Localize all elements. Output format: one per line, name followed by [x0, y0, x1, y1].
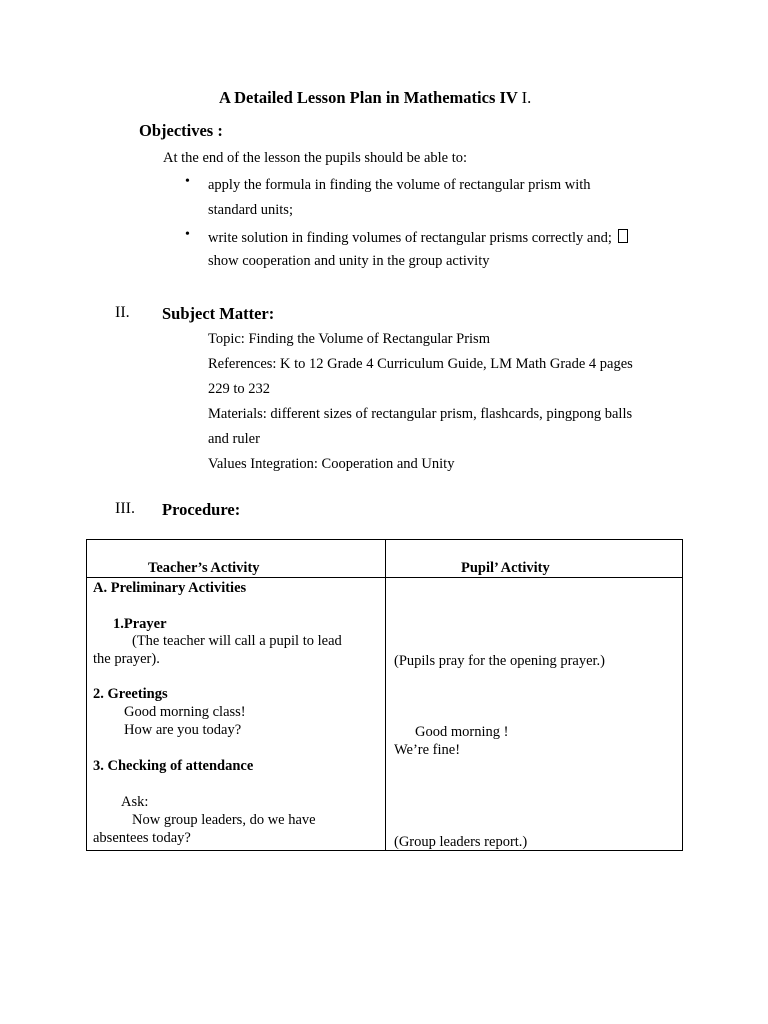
pupil-greeting-response-2: We’re fine!	[394, 742, 461, 758]
objective-item-2-line2: show cooperation and unity in the group activity	[208, 253, 490, 269]
prayer-line-2: the prayer).	[93, 651, 160, 667]
title-suffix: I.	[521, 88, 532, 107]
table-header-divider	[87, 577, 682, 578]
subject-matter-heading: Subject Matter:	[162, 304, 275, 323]
objective-item-1-line1: apply the formula in finding the volume of rectangular prism with	[208, 177, 591, 193]
pupil-activity-header: Pupil’ Activity	[461, 560, 550, 576]
prayer-line-1: (The teacher will call a pupil to lead	[132, 633, 342, 649]
objectives-intro: At the end of the lesson the pupils should be able to:	[163, 150, 468, 166]
subject-line-values: Values Integration: Cooperation and Unity	[208, 456, 455, 472]
document-title	[219, 88, 531, 108]
bullet-marker: •	[185, 174, 190, 189]
subject-line-topic: Topic: Finding the Volume of Rectangular Prism	[208, 331, 490, 347]
table-column-divider	[385, 540, 386, 850]
objective-item-1-line2: standard units;	[208, 202, 293, 218]
objective-item-2-text: write solution in finding volumes of rectangular prisms correctly and;	[208, 230, 612, 246]
objective-item-2-line1	[208, 226, 628, 251]
pupil-attendance-response: (Group leaders report.)	[394, 834, 528, 850]
missing-glyph-icon	[618, 229, 628, 243]
section-numeral-ii: II.	[115, 304, 130, 321]
ask-line-1: Now group leaders, do we have	[132, 812, 316, 828]
subject-line-materials: Materials: different sizes of rectangular prism, flashcards, pingpong balls	[208, 406, 633, 422]
attendance-heading: 3. Checking of attendance	[93, 758, 254, 774]
greetings-line-1: Good morning class!	[124, 704, 246, 720]
bullet-marker: •	[185, 227, 190, 242]
greetings-heading: 2. Greetings	[93, 686, 168, 702]
section-numeral-iii: III.	[115, 500, 135, 517]
pupil-greeting-response-1: Good morning !	[415, 724, 509, 740]
pupil-prayer-response: (Pupils pray for the opening prayer.)	[394, 653, 606, 669]
preliminary-activities: A. Preliminary Activities	[93, 580, 247, 596]
teacher-activity-header: Teacher’s Activity	[148, 560, 260, 576]
subject-line-materials-cont: and ruler	[208, 431, 260, 447]
prayer-heading: 1.Prayer	[113, 616, 167, 632]
procedure-table	[86, 539, 683, 851]
ask-label: Ask:	[121, 794, 149, 810]
procedure-heading: Procedure:	[162, 500, 241, 519]
ask-line-2: absentees today?	[93, 830, 191, 846]
subject-line-references-cont: 229 to 232	[208, 381, 271, 397]
objectives-heading: Objectives :	[139, 121, 223, 140]
subject-line-references: References: K to 12 Grade 4 Curriculum Guide, LM Math Grade 4 pages	[208, 356, 633, 372]
greetings-line-2: How are you today?	[124, 722, 242, 738]
title-main: A Detailed Lesson Plan in Mathematics IV	[219, 88, 518, 107]
